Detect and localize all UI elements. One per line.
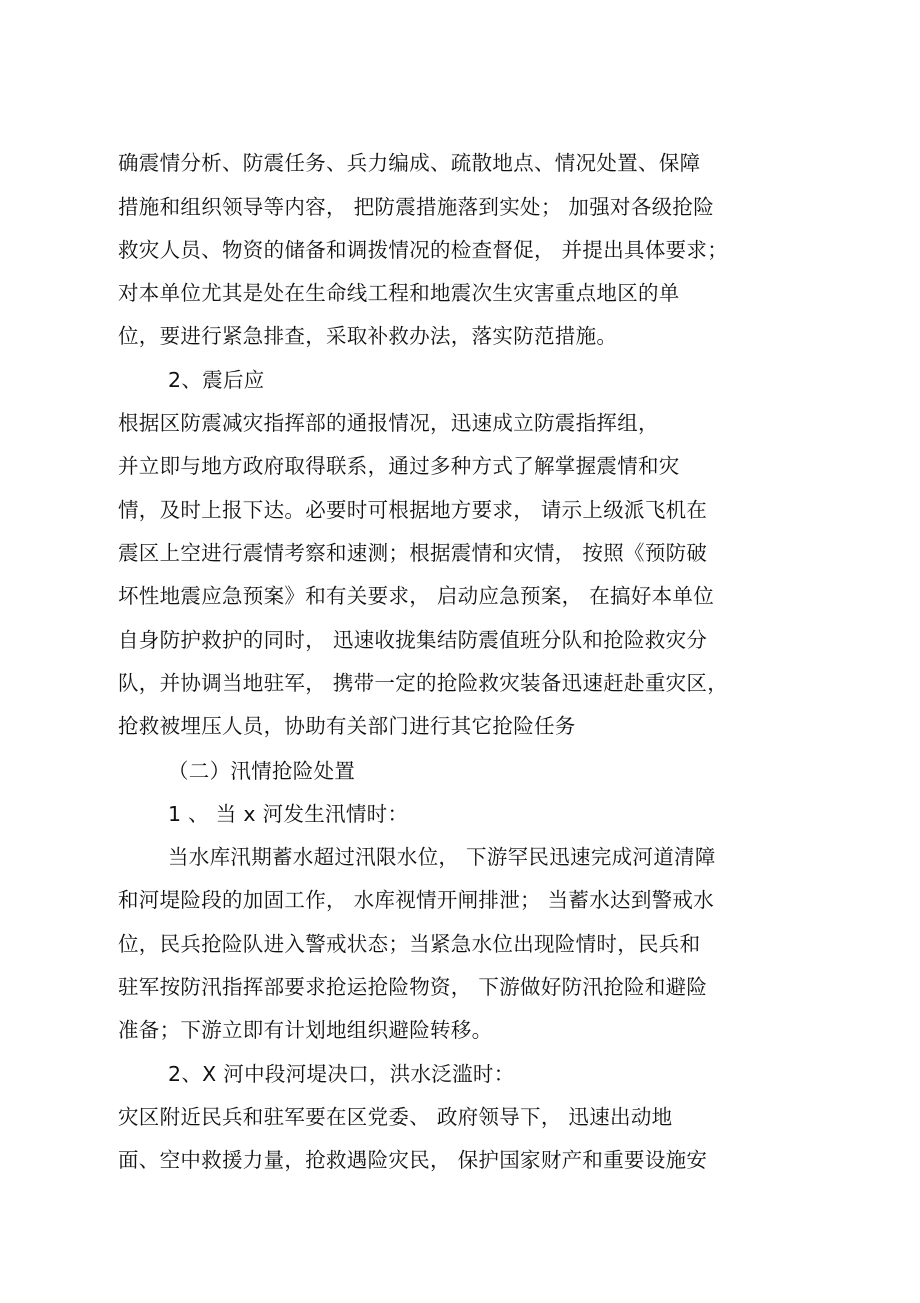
text-line: 驻军按防汛指挥部要求抢运抢险物资， 下游做好防汛抢险和避险 (118, 975, 708, 999)
text-line: 当水库汛期蓄水超过汛限水位， 下游罕民迅速完成河道清障 (168, 845, 716, 869)
text-line: 和河堤险段的加固工作， 水库视情开闸排泄； 当蓄水达到警戒水 (118, 888, 715, 912)
text-line: 坏性地震应急预案》和有关要求， 启动应急预案， 在搞好本单位 (118, 584, 715, 608)
text-line: 情，及时上报下达。必要时可根据地方要求， 请示上级派飞机在 (118, 498, 708, 522)
text-line: 根据区防震减灾指挥部的通报情况，迅速成立防震指挥组， (118, 411, 659, 435)
text-line: 震区上空进行震情考察和速测；根据震情和灾情， 按照《预防破 (118, 541, 708, 565)
text-line: 确震情分析、防震任务、兵力编成、疏散地点、情况处置、保障 (118, 151, 701, 175)
section-heading: 1 、 当 x 河发生汛情时： (168, 802, 409, 826)
section-heading: 2、震后应 (168, 368, 265, 392)
text-line: 措施和组织领导等内容， 把防震措施落到实处； 加强对各级抢险 (118, 195, 715, 219)
text-line: 队，并协调当地驻军， 携带一定的抢险救灾装备迅速赶赴重灾区， (118, 671, 729, 695)
text-line: 自身防护救护的同时， 迅速收拢集结防震值班分队和抢险救灾分 (118, 628, 708, 652)
text-line: 对本单位尤其是处在生命线工程和地震次生灾害重点地区的单 (118, 281, 680, 305)
section-heading: （二）汛情抢险处置 (168, 759, 356, 783)
text-line: 并立即与地方政府取得联系，通过多种方式了解掌握震情和灾 (118, 454, 680, 478)
text-line: 位，民兵抢险队进入警戒状态；当紧急水位出现险情时，民兵和 (118, 932, 701, 956)
text-line: 救灾人员、物资的储备和调拨情况的检查督促， 并提出具体要求； (118, 238, 729, 262)
text-line: 准备；下游立即有计划地组织避险转移。 (118, 1018, 493, 1042)
text-line: 面、空中救援力量，抢救遇险灾民， 保护国家财产和重要设施安 (118, 1148, 708, 1172)
text-line: 灾区附近民兵和驻军要在区党委、 政府领导下， 迅速出动地 (118, 1105, 673, 1129)
text-line: 抢救被埋压人员，协助有关部门进行其它抢险任务 (118, 714, 576, 738)
text-line: 位，要进行紧急排查，采取补救办法，落实防范措施。 (118, 324, 618, 348)
section-heading: 2、X 河中段河堤决口，洪水泛滥时： (168, 1062, 515, 1086)
